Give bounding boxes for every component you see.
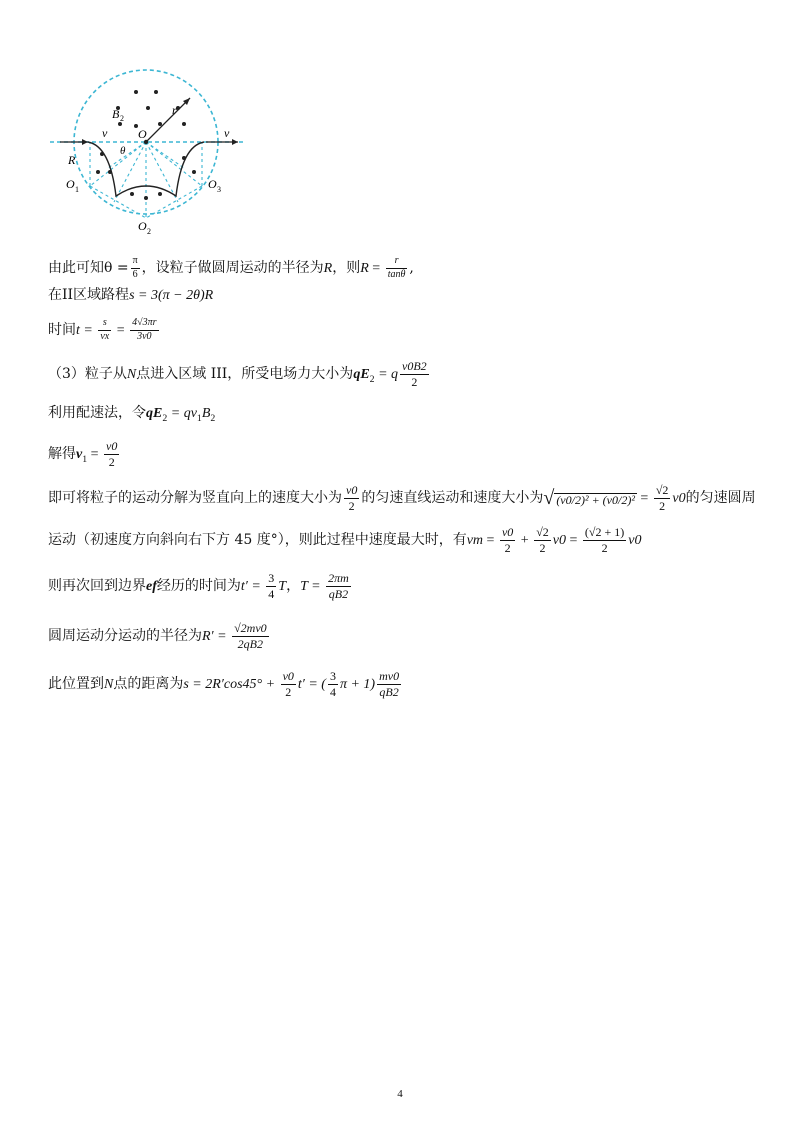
line-decomposition: 即可将粒子的运动分解为竖直向上的速度大小为 $\frac{v0}{2}$ 的匀速直线运动和速度大小为√ (v0/2)² + (v0/2)² = $\frac{√2}{2}$ v0的匀速圆周: [48, 483, 756, 513]
o2-label: O: [138, 219, 147, 233]
line-time: 时间t = $\frac{s}{vx}$ = $\frac{4√3\pi r}{3v0}$: [48, 317, 157, 342]
big-r-label: R: [68, 153, 76, 167]
theta-label: θ: [120, 145, 126, 157]
svg-text:2: 2: [147, 227, 151, 236]
line-max-speed: 运动（初速度方向斜向右下方 45 度°），则此过程中速度最大时，有vm = $\frac{v0}{2}$ + $\frac{√2}{2}$ v0 = $\frac{(√2 + 1)}{2}$ v0: [48, 525, 642, 555]
line-return-time: 则再次回到边界ef经历的时间为t′ = $\frac{3}{4}$ T，T = $\frac{2\pi m}{qB2}$: [48, 571, 349, 601]
v-right-label: v: [224, 126, 230, 140]
svg-text:2: 2: [120, 114, 124, 123]
r-label: r: [172, 103, 177, 117]
svg-text:1: 1: [75, 185, 79, 194]
v-left-label: v: [102, 126, 108, 140]
o-label: O: [138, 127, 147, 141]
line-distance: 此位置到N点的距离为s = 2R′cos45° + $\frac{v0}{2}$ t′ = ( $\frac{3}{4}$ π + 1) $\frac{mv0}{qB2}$: [48, 669, 400, 699]
b2-label: B: [112, 107, 120, 121]
o1-label: O: [66, 177, 75, 191]
geometry-figure: [48, 68, 248, 248]
line-part3-force: （3）粒子从N点进入区域 III，所受电场力大小为$qE_2 = q$ $\frac{v0B2}{2}$: [48, 359, 427, 389]
line-path-length: 在II区域路程s = 3(π − 2θ)R: [48, 287, 214, 303]
line-theta: 由此可知θ = $\frac{\pi}{6}$ ，设粒子做圆周运动的半径为R，则R = $\frac{r}{\tan\theta}$ ,: [48, 255, 414, 280]
svg-text:3: 3: [217, 185, 221, 194]
o3-label: O: [208, 177, 217, 191]
line-velocity-method: 利用配速法，令$qE_2 = qv_1B_2$: [48, 405, 216, 424]
page-number: 4: [397, 1088, 403, 1100]
line-solve-v1: 解得$v_1$ = $\frac{v0}{2}$: [48, 439, 118, 469]
line-circle-radius: 圆周运动分运动的半径为R′ = $\frac{√2mv0}{2qB2}$: [48, 621, 267, 651]
